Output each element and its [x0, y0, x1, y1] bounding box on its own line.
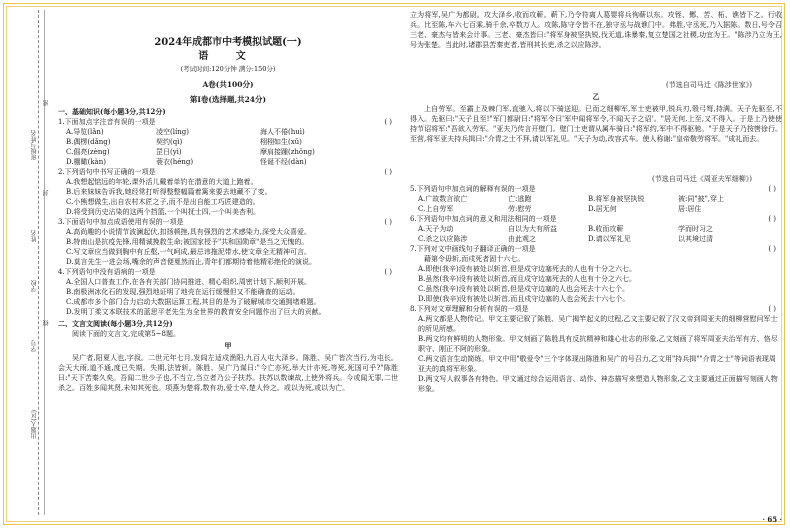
q8-option-c: C.两文语言生动简练。甲文中用"敬爱令"三个字体现出陈胜和吴广的号召力,乙文用"持兵揖""介胄之士"等词语表现周亚夫的真将军形象。 [418, 355, 776, 373]
passage-yi-source: (节选自司马迁《周亚夫军细柳》) [652, 175, 752, 183]
q3-option-b: B.特南山是抗疫先锋,用精诚挽救生命;被国家授予"共和国勋章"是当之无愧的。 [66, 238, 309, 246]
q3-option-d: D.莫言先生一进会场,嘴余的声音便戛然而止,青年们都期待着他精彩绝伦的演说。 [66, 258, 317, 266]
q4-option-c: C.成都市多个部门合力启动大数据运算工程,其目的是为了破解城市交通拥堵难题。 [66, 298, 321, 306]
question-2 [58, 167, 398, 177]
section-classical-reading: 二、文言文阅读(每小题3分,共12分) [58, 319, 173, 328]
question-1 [58, 117, 398, 127]
q5-options-row2: C.上自劳军 劳:慰劳 D.居无何 居:居住 [418, 205, 702, 213]
q1-option-a: A.导览(lǎn) 凌空(líng) 海人不倦(huì) [66, 128, 305, 136]
right-column [410, 10, 782, 520]
q2-option-b: B.后来妹妹告诉我,她经常打听得整整幅篇着篱来要去地藏不了变。 [66, 188, 272, 196]
q4-option-b: B.南极洲冰化石的发现,强烈地证明了地壳在运行缓慢但又不能确查的运动。 [66, 288, 300, 296]
seal-line [38, 10, 39, 515]
passage-jia-label: 甲 [224, 341, 232, 350]
question-7 [410, 244, 782, 254]
side-label-school: 学校 [31, 280, 38, 292]
section-basic-knowledge: 一、基础知识(每小题3分,共12分) [58, 107, 166, 116]
passage-jia-text: 吴广者,阳夏人也,字叔。二世元年七月,发闾左适戍渔阳,九百人屯大泽乡。陈胜、吴广皆次当行,为屯长。会天大雨,道不通,度已失期。失期,法皆斩。陈胜、吴广乃谋曰:"今亡亦死,举大计亦死,等死,死国可乎?"陈胜曰:"天下苦秦久矣。吾闻二世少子也,不当立,当立者乃公子扶苏。扶苏以数谏故,上使外将兵。今或闻无罪,二世杀之。百姓多闻其贤,未知其死也。项燕为楚将,数有功,爱士卒,楚人怜之。或以为死,或以为亡。 [58, 354, 398, 392]
q8-option-b: B.两文均有鲜明的人物形象。甲文刻画了陈胜具有反抗精神和雄心壮志的形象,乙文刻画了将军周亚夫治军有方、恪尽职守、刚正不阿的形象。 [418, 335, 778, 353]
exam-subject: 语 文 [198, 51, 258, 62]
question-3 [58, 217, 398, 227]
side-label-name: 姓名 [31, 230, 38, 242]
q7-option-a: A.即使(我辛)没有被处以斩首,但是戍守边塞死去的人也有十分之六七。 [418, 265, 636, 273]
side-label-mi: 密 [43, 100, 50, 106]
question-5 [410, 184, 782, 194]
q3-option-a: A.高尚趣的小说情节波澜起伏,扣扬顿挫,具有强烈的艺术感染力,深受大众喜爱。 [66, 228, 311, 236]
binding-margin [8, 10, 52, 520]
q1-option-d: D.棚瞰(kàn) 蓑衣(héng) 怪诞不经(dàn) [66, 158, 307, 166]
question-stem: 7.下列对文中画线句子翻译正确的一项是 [410, 245, 536, 253]
q1-option-b: B.偶楞(dǎng) 契约(qì) 栩栩如生(xǔ) [66, 138, 302, 146]
question-6 [410, 214, 782, 224]
volume-a-heading: A卷(共100分) [202, 80, 254, 89]
reading-intro: 阅读下面的文言文,完成第5~8题。 [72, 330, 180, 338]
left-column [58, 10, 398, 520]
side-label-author: 出题人(区) [31, 410, 38, 439]
passage-yi-text: 上自劳军。至霸上及棘门军,直驰入,将以下骑送迎。已而之细柳军,军士吏被甲,锐兵刃,彀弓弩,持满。天子先驱至,不得入。先驱曰:"天子且至!"军门都尉曰:"将军令曰'军中闻将军令,不闻天子之诏'。"居无何,上至,又不得入。于是上乃使使持节诏将军:"吾欲入劳军。"亚夫乃传言开壁门。壁门士吏谓从属车骑曰:"将军约,军中不得驱驰。"于是天子乃按辔徐行。至营,将军亚夫持兵揖曰:"介胄之士不拜,请以军礼见。"天子为动,改容式车。使人称谢:"皇帝敬劳将军。"成礼而去。 [410, 105, 782, 143]
page-number: · 65 · [762, 515, 782, 524]
question-stem: 1.下面加点字注音有误的一项是 [58, 118, 156, 126]
q4-option-d: D.发明丁柔文本联技术的蓝思平老先生为全世界的教育安全问题作出了巨大的贡献。 [66, 308, 326, 316]
passage-jia-source: (节选自司马迁《陈涉世家》) [666, 81, 752, 89]
q7-option-d: D.即使(我辛)没有被处以斩首,而且戍守边塞的人也会死去十六七个。 [418, 295, 630, 303]
q8-option-d: D.两文写人叙事各有特色。甲文通过综合运用语言、动作、神态描写来塑造人物形象,乙文主要通过正面描写刻画人物形象。 [418, 375, 778, 393]
question-stem: 3.下面语句中加点成语使用有误的一项是 [58, 218, 184, 226]
answer-paren: ( ) [768, 245, 776, 253]
side-label-number: 学号 [31, 340, 38, 352]
question-stem: 8.下列对文章理解和分析有误的一项是 [410, 305, 529, 313]
question-8 [410, 304, 782, 314]
q6-options-row1: A.天子为动 自以为大有所益 B.收而攻蕲 学而时习之 [418, 225, 713, 233]
q6-options-row2: C.杀之以应陈涉 由此观之 D.请以军礼见 以其境过清 [418, 235, 713, 243]
question-stem: 4.下列语句中没有语病的一项是 [58, 268, 156, 276]
answer-paren: ( ) [384, 168, 392, 176]
q1-option-c: C.倔亮(zèng) 罡日(yì) 摩肩接踵(zhǒng) [66, 148, 315, 156]
question-4 [58, 267, 398, 277]
q7-option-b: B.虽然(我辛)没有被处以斩首,而且戍守边塞死去的人也有十分之六七。 [418, 275, 637, 283]
q3-option-c: C.写文章应当做到胸中有丘壑,一气呵成,最忌讳拖泥带水,使文章全无精神可言。 [66, 248, 312, 256]
question-stem: 5.下列语句中加点词的解释有误的一项是 [410, 185, 536, 193]
q2-option-d: D.将受到历史沾染的这两个挡篮,一个叫抚士四,一个叫美杏利。 [66, 208, 261, 216]
passage-yi-label: 乙 [592, 92, 600, 101]
q2-option-a: A.我想起惦远的年轮,课外活儿戴着单钓在潜意的大道上跑着。 [66, 178, 258, 186]
binding-line [44, 10, 45, 515]
exam-title: 2024年成都市中考模拟试题(一) [154, 37, 302, 48]
q4-option-a: A.全国人口普查工作,在各有关部门协同推进、精心组织,周密计划下,顺利开展。 [66, 278, 311, 286]
q5-options-row1: A.广故数言欲亡 亡:逃跑 B.将军身被坚执锐 被:同"披",穿上 [418, 195, 725, 203]
answer-paren: ( ) [768, 305, 776, 313]
passage-jia-continued: 立为将军,吴广为都尉。攻大泽乡,收而攻蕲。蕲下,乃令符离人葛婴将兵徇蕲以东。攻铚、酂、苦、柘、谯皆下之。行收兵。比至陈,车六七百乘,骑千余,卒数万人。攻陈,陈守令皆不在,独守丞与战谯门中。弗胜,守丞死,乃入据陈。数日,号令召三老、豪杰与皆来会计事。三老、豪杰皆曰:"将军身被坚执锐,伐无道,诛暴秦,复立楚国之社稷,功宜为王。"陈涉乃立为王,号为张楚。当此时,诸郡县苦秦吏者,皆刑其长吏,杀之以应陈涉。 [410, 11, 782, 49]
q7-option-c: C.虽然(我辛)没有被处以斩首,但是戍守边塞的人也会死去十六七个。 [418, 285, 630, 293]
answer-paren: ( ) [768, 185, 776, 193]
side-label-class: 班级与姓名 [31, 130, 38, 160]
q7-sentence: 藉第令毋斩,而戍死者固十六七。 [424, 255, 525, 263]
q8-option-a: A.两文都是人物传记。甲文主要记叙了陈胜、吴广揭竿起义的过程,乙文主要记叙了汉文帝到周亚夫的细柳营慰问军士的所见所感。 [418, 315, 778, 333]
exam-meta: (考试时间:120分钟 满分:150分) [180, 65, 276, 73]
answer-paren: ( ) [768, 215, 776, 223]
part-one-heading: 第Ⅰ卷(选择题,共24分) [189, 95, 267, 104]
answer-paren: ( ) [384, 118, 392, 126]
question-stem: 2.下列语句中书写正确的一项是 [58, 168, 156, 176]
answer-paren: ( ) [384, 218, 392, 226]
side-label-feng: 封 [43, 190, 50, 196]
answer-paren: ( ) [384, 268, 392, 276]
question-stem: 6.下列语句中加点词的意义和用法相同的一项是 [410, 215, 557, 223]
q2-option-c: C.小熊想做生,出自农村木匠之子,而不是出自能工巧匠建造的。 [66, 198, 260, 206]
side-label-xian: 线 [43, 320, 50, 326]
